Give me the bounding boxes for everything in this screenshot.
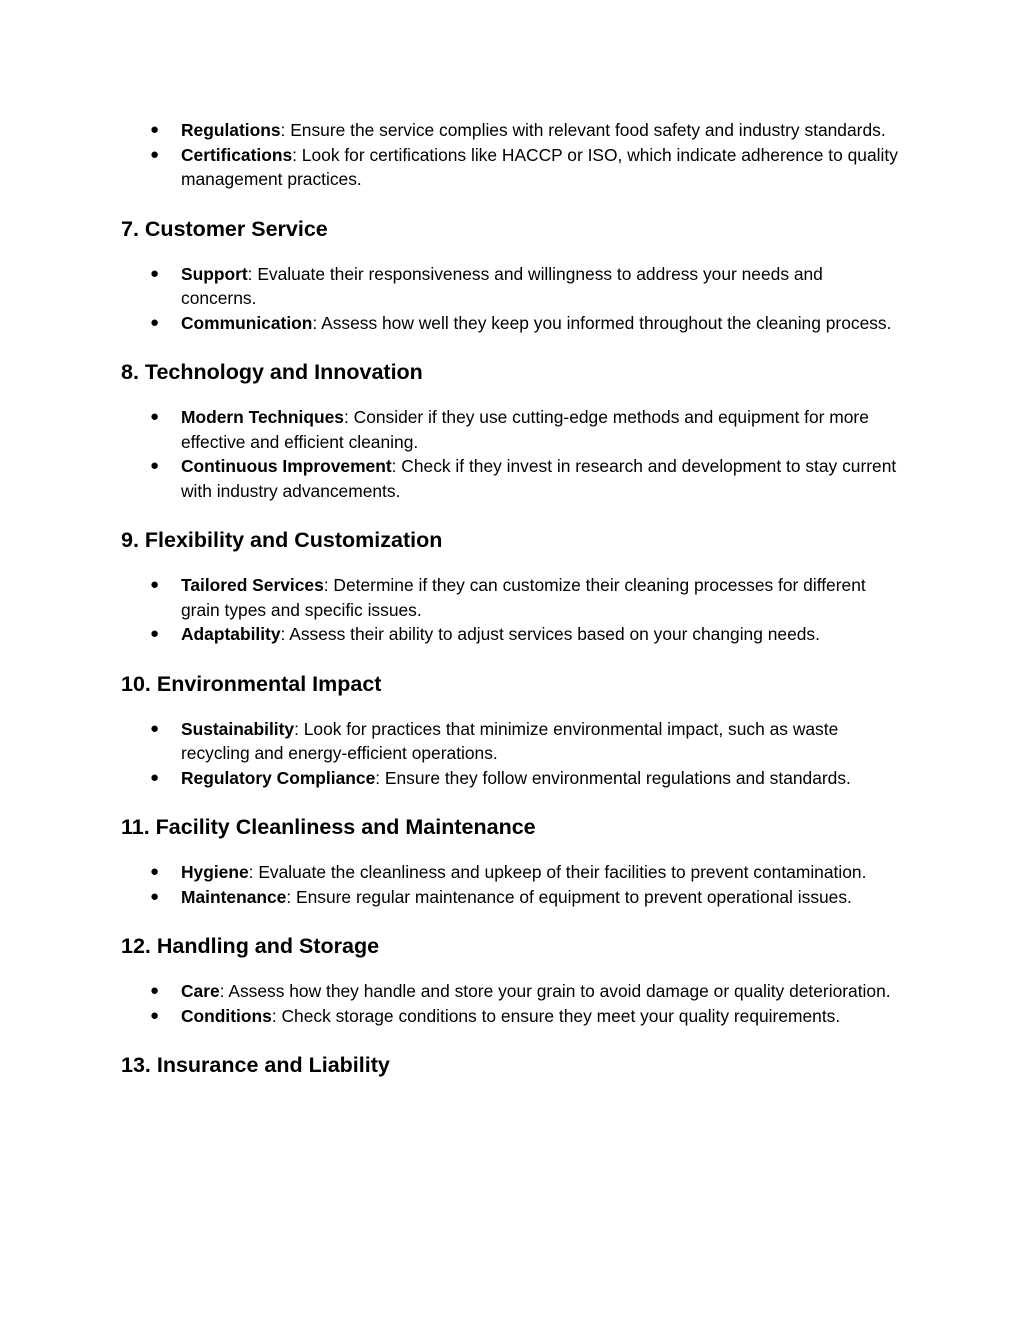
list-item <box>121 622 901 647</box>
section-heading-facility: 11. Facility Cleanliness and Maintenance <box>121 815 536 839</box>
bullet-icon: ● <box>150 408 160 425</box>
list-item <box>121 405 901 454</box>
list-item-term: Continuous Improvement <box>181 456 392 476</box>
section-heading-customer-service: 7. Customer Service <box>121 216 328 241</box>
bullet-icon: ● <box>150 768 160 786</box>
list-item-term: Tailored Services <box>181 575 324 595</box>
list-item <box>121 860 901 885</box>
list-item-text: : Check storage conditions to ensure they meet your quality requirements. <box>271 1005 841 1026</box>
list-item <box>121 885 901 910</box>
bullet-list-regulations <box>121 118 901 192</box>
bullet-list-facility <box>121 860 901 909</box>
list-item-term: Maintenance <box>181 886 287 907</box>
list-item-text: : Evaluate the cleanliness and upkeep of their facilities to prevent contamination. <box>248 862 867 882</box>
list-item <box>121 1004 901 1029</box>
section-heading-environmental: 10. Environmental Impact <box>121 671 382 696</box>
bullet-list-customer-service <box>121 262 901 336</box>
list-item-text: : Ensure regular maintenance of equipment to prevent operational issues. <box>286 886 852 907</box>
list-item <box>121 143 901 192</box>
bullet-icon: ● <box>150 719 160 737</box>
list-item-term: Hygiene <box>181 862 249 882</box>
list-item-text: : Assess their ability to adjust services based on your changing needs. <box>280 624 820 644</box>
list-item-term: Certifications <box>181 144 293 165</box>
list-item-text: : Look for practices that minimize environmental impact, such as waste recycling and energy-efficient operations. <box>181 718 839 763</box>
section-heading-technology: 8. Technology and Innovation <box>121 360 423 384</box>
list-item-term: Communication <box>181 312 313 333</box>
bullet-icon: ● <box>150 457 160 474</box>
list-item <box>121 118 901 143</box>
bullet-icon: ● <box>150 982 160 999</box>
list-item-term: Modern Techniques <box>181 407 344 427</box>
list-item <box>121 311 901 336</box>
list-item-term: Regulations <box>181 120 281 140</box>
list-item-text: : Assess how they handle and store your grain to avoid damage or quality deterioration. <box>219 981 891 1001</box>
bullet-list-handling <box>121 979 901 1028</box>
list-item-term: Regulatory Compliance <box>181 767 376 788</box>
bullet-icon: ● <box>150 887 160 905</box>
bullet-icon: ● <box>150 121 160 138</box>
section-heading-handling: 12. Handling and Storage <box>121 934 380 958</box>
section-heading-flexibility: 9. Flexibility and Customization <box>121 528 443 552</box>
bullet-icon: ● <box>150 1006 160 1024</box>
list-item-term: Care <box>181 981 220 1001</box>
list-item <box>121 766 901 791</box>
bullet-icon: ● <box>150 625 160 642</box>
list-item-text: : Evaluate their responsiveness and willingness to address your needs and concerns. <box>181 263 823 308</box>
bullet-icon: ● <box>150 313 160 331</box>
document-body <box>121 118 901 1078</box>
section-heading-insurance: 13. Insurance and Liability <box>121 1053 390 1077</box>
list-item <box>121 454 901 503</box>
bullet-list-environmental <box>121 717 901 791</box>
list-item-text: : Consider if they use cutting-edge methods and equipment for more effective and efficient cleaning. <box>181 407 869 452</box>
list-item-term: Sustainability <box>181 718 295 739</box>
list-item-term: Support <box>181 263 248 284</box>
bullet-list-technology <box>121 405 901 503</box>
bullet-icon: ● <box>150 576 160 593</box>
bullet-icon: ● <box>150 145 160 163</box>
list-item <box>121 262 901 311</box>
list-item-text: : Assess how well they keep you informed throughout the cleaning process. <box>312 312 892 333</box>
list-item <box>121 573 901 622</box>
list-item-term: Adaptability <box>181 624 281 644</box>
list-item-text: : Ensure they follow environmental regulations and standards. <box>375 767 851 788</box>
list-item-term: Conditions <box>181 1005 272 1026</box>
list-item <box>121 717 901 766</box>
list-item-text: : Look for certifications like HACCP or ISO, which indicate adherence to quality management practices. <box>181 144 898 189</box>
list-item-text: : Determine if they can customize their cleaning processes for different grain types and specific issues. <box>181 575 866 620</box>
bullet-list-flexibility <box>121 573 901 647</box>
bullet-icon: ● <box>150 863 160 880</box>
list-item <box>121 979 901 1004</box>
bullet-icon: ● <box>150 264 160 282</box>
list-item-text: : Ensure the service complies with relevant food safety and industry standards. <box>280 120 886 140</box>
list-item-text: : Check if they invest in research and development to stay current with industry advancements. <box>181 456 897 501</box>
